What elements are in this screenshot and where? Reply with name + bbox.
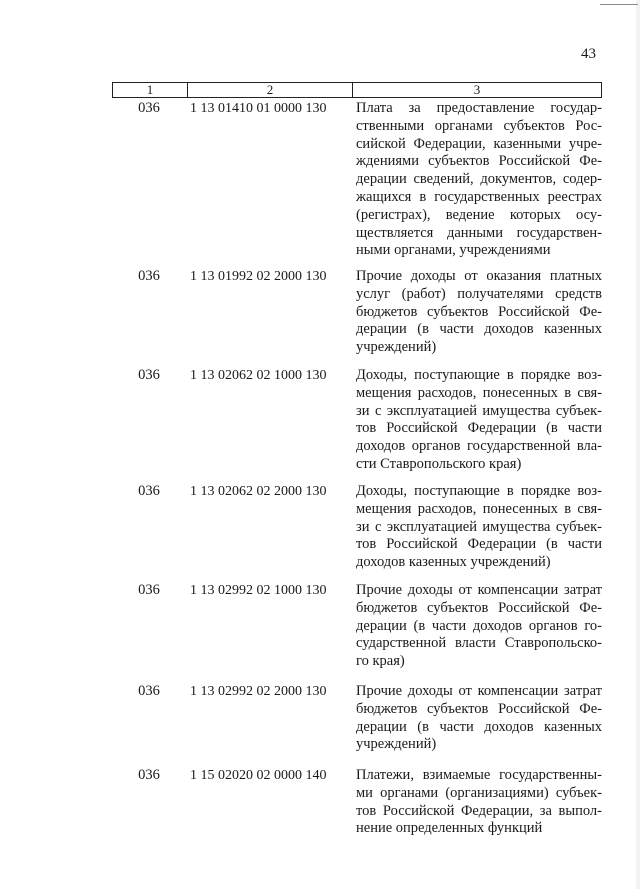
budget-classification-code: 1 13 02062 02 2000 130 — [190, 484, 327, 499]
description-line: учреждений) — [356, 736, 437, 753]
revenue-description — [356, 767, 602, 838]
description-line: нение определенных функций — [356, 820, 543, 837]
description-line: Платежи, взимаемые государственны- — [356, 767, 602, 783]
revenue-description — [356, 100, 602, 260]
description-line: жащихся в государственных реестрах — [356, 188, 602, 205]
agency-code: 036 — [138, 483, 160, 499]
description-line: Доходы, поступающие в порядке воз- — [356, 483, 602, 499]
description-line: тов Российской Федерации, за выпол- — [356, 802, 602, 819]
description-line: Прочие доходы от компенсации затрат — [356, 683, 602, 699]
revenue-description — [356, 367, 602, 474]
budget-classification-code: 1 15 02020 02 0000 140 — [190, 768, 327, 783]
description-line: дерации сведений, документов, содер- — [356, 171, 602, 188]
description-line: сти Ставропольского края) — [356, 455, 522, 472]
description-line: дерации (в части доходов казенных — [356, 718, 602, 735]
description-line: ждениями субъектов Российской Фе- — [356, 153, 602, 170]
description-line: (регистрах), ведение которых осу- — [356, 206, 602, 223]
table-header — [112, 82, 602, 98]
header-col-1: 1 — [113, 83, 188, 97]
description-line: ными органами, учреждениями — [356, 242, 551, 259]
description-line: доходов казенных учреждений) — [356, 554, 551, 571]
header-col-2: 2 — [188, 83, 353, 97]
description-line: услуг (работ) получателями средств — [356, 285, 602, 302]
description-line: бюджетов субъектов Российской Фе- — [356, 303, 602, 320]
revenue-description — [356, 483, 602, 572]
description-line: ществляется данными государствен- — [356, 224, 602, 241]
description-line: тов Российской Федерации (в части — [356, 420, 602, 437]
description-line: го края) — [356, 653, 405, 670]
agency-code: 036 — [138, 582, 160, 598]
description-line: дерации (в части доходов органов го- — [356, 617, 602, 634]
description-line: Доходы, поступающие в порядке воз- — [356, 367, 602, 383]
description-line: Прочие доходы от оказания платных — [356, 268, 602, 284]
agency-code: 036 — [138, 683, 160, 699]
description-line: Плата за предоставление государ- — [356, 100, 602, 116]
budget-classification-code: 1 13 02992 02 1000 130 — [190, 583, 327, 598]
description-line: тов Российской Федерации (в части — [356, 536, 602, 553]
description-line: Прочие доходы от компенсации затрат — [356, 582, 602, 598]
agency-code: 036 — [138, 767, 160, 783]
description-line: ственными органами субъектов Рос- — [356, 117, 602, 134]
description-line: учреждений) — [356, 339, 437, 356]
revenue-description — [356, 582, 602, 671]
description-line: мещения расходов, понесенных в свя- — [356, 500, 602, 517]
scan-edge — [636, 0, 640, 889]
budget-classification-code: 1 13 02992 02 2000 130 — [190, 684, 327, 699]
revenue-description — [356, 683, 602, 754]
revenue-description — [356, 268, 602, 357]
agency-code: 036 — [138, 100, 160, 116]
description-line: доходов органов государственной вла- — [356, 438, 602, 455]
scan-artifact-line — [600, 4, 638, 5]
description-line: бюджетов субъектов Российской Фе- — [356, 599, 602, 616]
description-line: зи с эксплуатацией имущества субъек- — [356, 402, 602, 419]
header-col-3: 3 — [473, 82, 481, 97]
budget-classification-code: 1 13 02062 02 1000 130 — [190, 368, 327, 383]
description-line: бюджетов субъектов Российской Фе- — [356, 700, 602, 717]
description-line: сийской Федерации, казенными учре- — [356, 135, 602, 152]
page-number: 43 — [581, 46, 596, 62]
description-line: сударственной власти Ставропольско- — [356, 635, 602, 652]
agency-code: 036 — [138, 367, 160, 383]
budget-classification-code: 1 13 01410 01 0000 130 — [190, 101, 327, 116]
description-line: дерации (в части доходов казенных — [356, 321, 602, 338]
description-line: ми органами (организациями) субъек- — [356, 784, 602, 801]
budget-classification-code: 1 13 01992 02 2000 130 — [190, 269, 327, 284]
agency-code: 036 — [138, 268, 160, 284]
description-line: мещения расходов, понесенных в свя- — [356, 384, 602, 401]
description-line: зи с эксплуатацией имущества субъек- — [356, 518, 602, 535]
